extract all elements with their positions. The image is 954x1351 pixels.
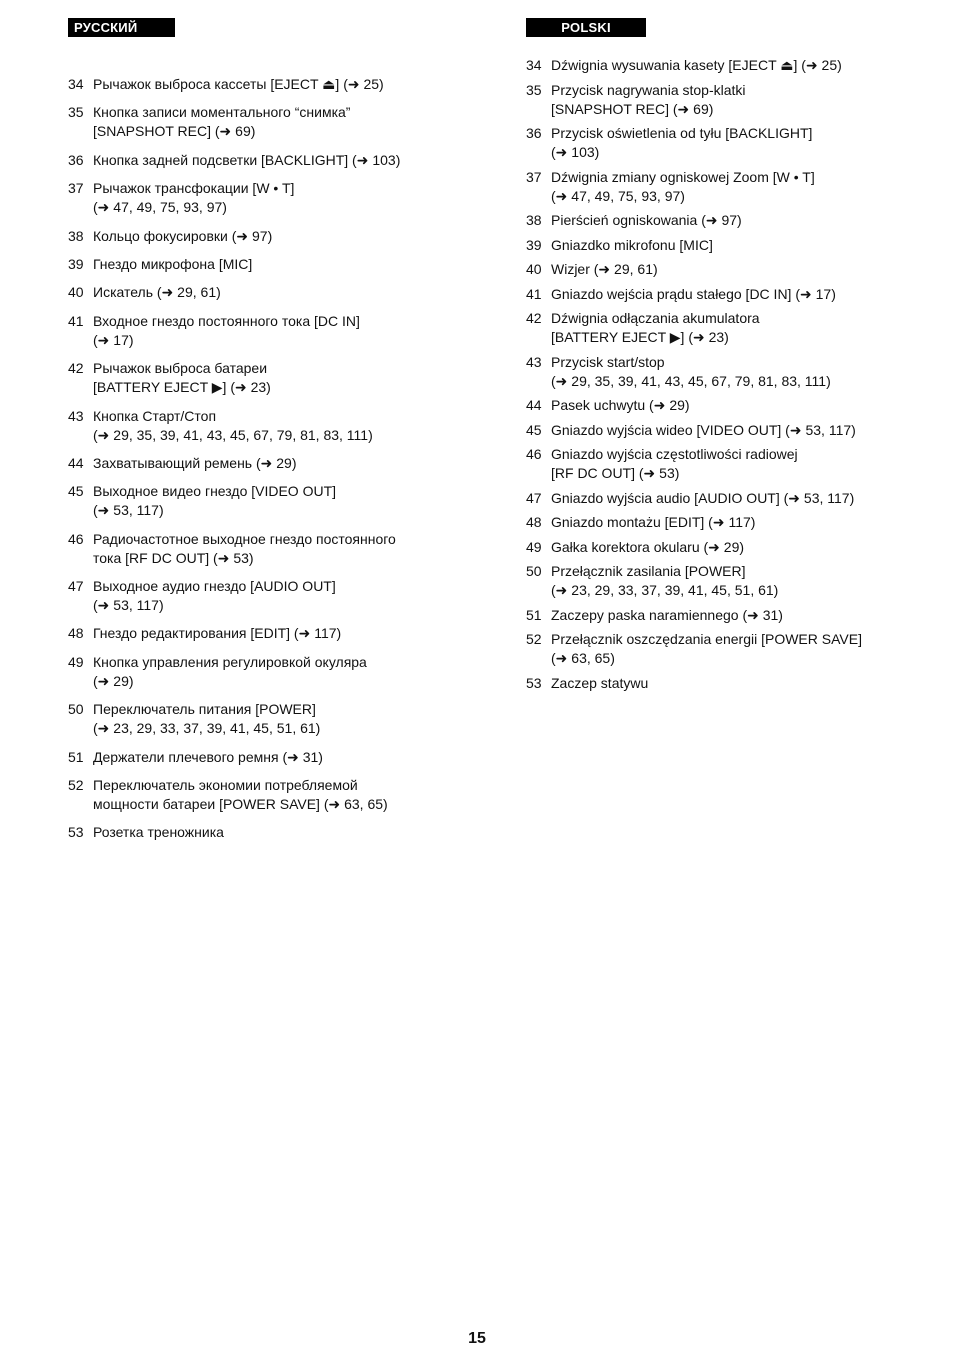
item-text: Przycisk oświetlenia od tyłu [BACKLIGHT] (➜ 103) <box>551 125 813 160</box>
russian-parts-list <box>68 75 468 842</box>
list-item <box>68 482 468 520</box>
item-text: Wizjer (➜ 29, 61) <box>551 261 658 277</box>
item-number: 49 <box>68 653 84 670</box>
list-item <box>526 421 926 440</box>
item-text: Переключатель питания [POWER] (➜ 23, 29, 33, 37, 39, 41, 45, 51, 61) <box>93 701 321 737</box>
list-item <box>68 700 468 738</box>
list-item <box>68 653 468 691</box>
item-text: Przełącznik zasilania [POWER] (➜ 23, 29, 33, 37, 39, 41, 45, 51, 61) <box>551 563 779 598</box>
list-item <box>526 606 926 625</box>
item-number: 42 <box>68 360 84 377</box>
polish-column <box>526 18 926 698</box>
item-number: 41 <box>526 285 542 302</box>
item-text: Гнездо микрофона [MIC] <box>93 255 253 272</box>
list-item <box>526 81 926 119</box>
item-text: Przycisk start/stop (➜ 29, 35, 39, 41, 43, 45, 67, 79, 81, 83, 111) <box>551 353 831 389</box>
item-number: 50 <box>526 563 542 579</box>
list-item <box>526 260 926 279</box>
item-text: Выходное аудио гнездо [AUDIO OUT] (➜ 53, 117) <box>93 578 336 614</box>
item-text: Zaczep statywu <box>551 674 649 691</box>
list-item <box>68 359 468 397</box>
item-text: Захватывающий ремень (➜ 29) <box>93 454 297 471</box>
item-text: Кольцо фокусировки (➜ 97) <box>93 227 273 244</box>
item-text: Pasek uchwytu (➜ 29) <box>551 397 690 413</box>
list-item <box>68 75 468 94</box>
item-number: 34 <box>526 57 542 73</box>
item-text: Dźwignia odłączania akumulatora [BATTERY EJECT ▶] (➜ 23) <box>551 310 760 345</box>
item-text: Кнопка управления регулировкой окуляра (➜ 29) <box>93 653 367 689</box>
item-text: Gniazdo wejścia prądu stałego [DC IN] (➜ 17) <box>551 285 836 302</box>
item-number: 39 <box>68 255 84 272</box>
item-number: 40 <box>68 284 84 301</box>
list-item <box>68 577 468 615</box>
item-number: 38 <box>68 227 84 244</box>
item-text: Рычажок выброса батареи [BATTERY EJECT ▶] (➜ 23) <box>93 360 271 396</box>
list-item <box>526 56 926 75</box>
item-number: 36 <box>526 125 542 141</box>
list-item <box>526 538 926 557</box>
item-number: 46 <box>526 446 542 462</box>
item-text: Przełącznik oszczędzania energii [POWER SAVE] (➜ 63, 65) <box>551 631 862 666</box>
page-number: 15 <box>468 1330 486 1347</box>
item-number: 47 <box>68 578 84 595</box>
item-number: 42 <box>526 310 542 326</box>
item-number: 51 <box>68 748 84 765</box>
list-item <box>68 312 468 350</box>
item-text: Gałka korektora okularu (➜ 29) <box>551 538 745 555</box>
polish-section-header: POLSKI <box>526 18 646 37</box>
item-number: 48 <box>68 625 84 642</box>
polish-parts-list <box>526 56 926 693</box>
list-item <box>68 227 468 246</box>
item-number: 49 <box>526 538 542 555</box>
item-text: Рычажок трансфокации [W • T] (➜ 47, 49, 75, 93, 97) <box>93 180 295 216</box>
item-text: Gniazdo wyjścia audio [AUDIO OUT] (➜ 53, 117) <box>551 489 855 506</box>
item-text: Dźwignia wysuwania kasety [EJECT ⏏] (➜ 25) <box>551 57 842 73</box>
item-number: 43 <box>526 353 542 370</box>
list-item <box>526 445 926 483</box>
russian-column <box>68 18 468 852</box>
list-item <box>68 823 468 842</box>
list-item <box>68 255 468 274</box>
item-text: Держатели плечевого ремня (➜ 31) <box>93 748 323 765</box>
russian-section-header: РУССКИЙ ЯЗЫК <box>68 18 175 37</box>
item-text: Gniazdo montażu [EDIT] (➜ 117) <box>551 514 756 530</box>
item-number: 37 <box>526 168 542 185</box>
item-number: 51 <box>526 606 542 623</box>
item-number: 45 <box>526 421 542 438</box>
list-item <box>68 151 468 170</box>
list-item <box>526 513 926 532</box>
list-item <box>68 283 468 302</box>
item-number: 52 <box>526 631 542 647</box>
item-number: 47 <box>526 489 542 506</box>
item-number: 41 <box>68 312 84 329</box>
list-item <box>68 407 468 445</box>
list-item <box>526 489 926 508</box>
list-item <box>68 454 468 473</box>
item-text: Выходное видео гнездо [VIDEO OUT] (➜ 53, 117) <box>93 483 337 519</box>
item-number: 39 <box>526 236 542 253</box>
item-number: 36 <box>68 151 84 168</box>
list-item <box>68 776 468 814</box>
item-number: 53 <box>68 824 84 841</box>
list-item <box>526 309 926 347</box>
item-text: Zaczepy paska naramiennego (➜ 31) <box>551 606 783 623</box>
item-text: Переключатель экономии потребляемой мощности батареи [POWER SAVE] (➜ 63, 65) <box>93 777 388 813</box>
list-item <box>68 179 468 217</box>
list-item <box>526 630 926 668</box>
item-number: 35 <box>68 104 84 121</box>
list-item <box>526 168 926 206</box>
list-item <box>526 285 926 304</box>
item-number: 44 <box>526 397 542 413</box>
item-number: 45 <box>68 483 84 500</box>
item-text: Рычажок выброса кассеты [EJECT ⏏] (➜ 25) <box>93 76 384 92</box>
item-text: Радиочастотное выходное гнездо постоянного тока [RF DC OUT] (➜ 53) <box>93 530 396 566</box>
item-number: 48 <box>526 514 542 530</box>
item-text: Dźwignia zmiany ogniskowej Zoom [W • T] (➜ 47, 49, 75, 93, 97) <box>551 168 815 204</box>
item-text: Кнопка записи моментального “снимка” [SNAPSHOT REC] (➜ 69) <box>93 104 351 140</box>
item-number: 40 <box>526 261 542 277</box>
item-text: Gniazdo wyjścia wideo [VIDEO OUT] (➜ 53, 117) <box>551 421 856 438</box>
list-item <box>526 396 926 415</box>
item-number: 44 <box>68 454 84 471</box>
item-number: 43 <box>68 407 84 424</box>
item-number: 38 <box>526 212 542 228</box>
list-item <box>526 124 926 162</box>
item-text: Кнопка задней подсветки [BACKLIGHT] (➜ 103) <box>93 151 401 168</box>
list-item <box>526 211 926 230</box>
item-text: Кнопка Старт/Стоп (➜ 29, 35, 39, 41, 43, 45, 67, 79, 81, 83, 111) <box>93 407 373 443</box>
item-text: Искатель (➜ 29, 61) <box>93 284 221 301</box>
item-number: 50 <box>68 701 84 718</box>
list-item <box>526 562 926 600</box>
item-number: 46 <box>68 530 84 547</box>
item-text: Przycisk nagrywania stop-klatki [SNAPSHOT REC] (➜ 69) <box>551 81 746 117</box>
list-item <box>68 624 468 643</box>
list-item <box>68 748 468 767</box>
list-item <box>526 674 926 693</box>
item-number: 34 <box>68 76 84 92</box>
item-text: Входное гнездо постоянного тока [DC IN] (➜ 17) <box>93 312 360 348</box>
list-item <box>526 353 926 391</box>
item-number: 53 <box>526 674 542 691</box>
item-text: Gniazdko mikrofonu [MIC] <box>551 236 713 253</box>
list-item <box>68 530 468 568</box>
item-number: 35 <box>526 81 542 98</box>
item-number: 52 <box>68 777 84 794</box>
list-item <box>68 103 468 141</box>
item-number: 37 <box>68 180 84 197</box>
item-text: Розетка треножника <box>93 824 224 841</box>
item-text: Gniazdo wyjścia częstotliwości radiowej [RF DC OUT] (➜ 53) <box>551 446 798 481</box>
list-item <box>526 236 926 255</box>
item-text: Гнездо редактирования [EDIT] (➜ 117) <box>93 625 342 642</box>
item-text: Pierścień ogniskowania (➜ 97) <box>551 212 742 228</box>
